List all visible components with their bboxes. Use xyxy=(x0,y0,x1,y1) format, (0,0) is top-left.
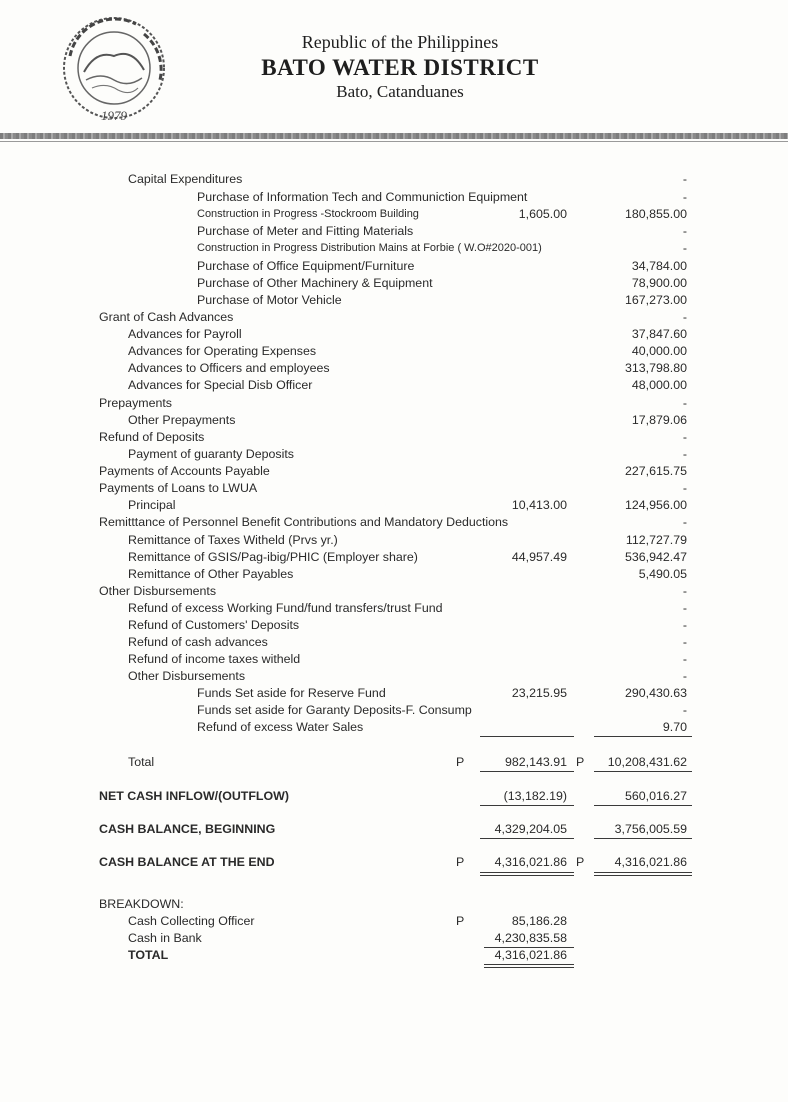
table-row: Advances to Officers and employees 313,798.80 xyxy=(128,361,687,375)
table-row: Refund of Deposits - xyxy=(99,430,687,444)
table-row: Refund of income taxes witheld - xyxy=(128,652,687,666)
table-row: Other Disbursements - xyxy=(128,669,687,683)
water-district-seal-icon xyxy=(56,10,172,126)
beginning-balance-row: CASH BALANCE, BEGINNING 4,329,204.05 3,756,005.59 xyxy=(99,822,687,836)
table-row: Advances for Operating Expenses 40,000.00 xyxy=(128,344,687,358)
breakdown-row: Cash in Bank 4,230,835.58 xyxy=(128,931,567,945)
republic-heading: Republic of the Philippines xyxy=(301,32,499,52)
net-cash-underline xyxy=(594,805,692,806)
breakdown-row: Cash Collecting Officer P 85,186.28 xyxy=(128,914,567,928)
svg-text:1979: 1979 xyxy=(101,108,127,123)
ending-double-underline xyxy=(594,875,692,876)
table-row: Advances for Payroll 37,847.60 xyxy=(128,327,687,341)
beginning-underline xyxy=(480,838,574,839)
table-row: Remittance of GSIS/Pag-ibig/PHIC (Employer share) 44,957.49 536,942.47 xyxy=(128,550,687,564)
table-row: Purchase of Office Equipment/Furniture 34,784.00 xyxy=(197,259,687,273)
table-row: Refund of cash advances - xyxy=(128,635,687,649)
table-row: Refund of excess Working Fund/fund transfers/trust Fund - xyxy=(128,601,687,615)
table-row: Remittance of Other Payables 5,490.05 xyxy=(128,567,687,581)
subtotal-rule xyxy=(480,736,574,737)
breakdown-double-underline xyxy=(484,964,574,965)
beginning-underline xyxy=(594,838,692,839)
total-underline xyxy=(480,771,574,772)
table-row: Purchase of Information Tech and Communiction Equipment - xyxy=(197,190,687,204)
table-row: Remitttance of Personnel Benefit Contributions and Mandatory Deductions - xyxy=(99,515,687,529)
table-row: Payment of guaranty Deposits - xyxy=(128,447,687,461)
table-row: Capital Expenditures - xyxy=(128,172,687,186)
table-row: Other Prepayments 17,879.06 xyxy=(128,413,687,427)
organization-name: BATO WATER DISTRICT xyxy=(261,55,539,80)
net-cash-underline xyxy=(480,805,574,806)
total-current: 982,143.91 xyxy=(504,755,567,769)
ending-double-underline xyxy=(594,872,692,873)
table-row: Grant of Cash Advances - xyxy=(99,310,687,324)
table-row: Remittance of Taxes Witheld (Prvs yr.) 112,727.79 xyxy=(128,533,687,547)
table-row: Construction in Progress Distribution Mains at Forbie ( W.O#2020-001) - xyxy=(197,241,687,255)
breakdown-total-row: TOTAL 4,316,021.86 xyxy=(128,948,567,962)
total-ytd: 10,208,431.62 xyxy=(607,755,687,769)
breakdown-heading: BREAKDOWN: xyxy=(99,897,184,911)
table-row: Purchase of Other Machinery & Equipment 78,900.00 xyxy=(197,276,687,290)
header-divider-thin xyxy=(0,141,788,142)
ending-balance-row: CASH BALANCE AT THE END P 4,316,021.86 P 4,316,021.86 xyxy=(99,855,687,869)
ending-double-underline xyxy=(480,875,574,876)
peso-sign: P xyxy=(456,914,465,928)
table-row: Other Disbursements - xyxy=(99,584,687,598)
table-row: Purchase of Motor Vehicle 167,273.00 xyxy=(197,293,687,307)
subtotal-rule xyxy=(594,736,692,737)
table-row: Funds set aside for Garanty Deposits-F. Consump - xyxy=(197,703,687,717)
peso-sign: P xyxy=(576,755,585,769)
table-row: Advances for Special Disb Officer 48,000.00 xyxy=(128,378,687,392)
peso-sign: P xyxy=(576,855,585,869)
peso-sign: P xyxy=(456,755,465,769)
table-row: Purchase of Meter and Fitting Materials - xyxy=(197,224,687,238)
table-row: Refund of Customers' Deposits - xyxy=(128,618,687,632)
breakdown-double-underline xyxy=(484,967,574,968)
header-divider xyxy=(0,133,788,139)
total-underline xyxy=(594,771,692,772)
table-row: Refund of excess Water Sales 9.70 xyxy=(197,720,687,734)
table-row: Payments of Accounts Payable 227,615.75 xyxy=(99,464,687,478)
table-row: Payments of Loans to LWUA - xyxy=(99,481,687,495)
table-row: Funds Set aside for Reserve Fund 23,215.95 290,430.63 xyxy=(197,686,687,700)
table-row: Construction in Progress -Stockroom Building 1,605.00 180,855.00 xyxy=(197,207,687,221)
peso-sign: P xyxy=(456,855,465,869)
organization-location: Bato, Catanduanes xyxy=(336,82,464,101)
total-row: Total P 982,143.91 P 10,208,431.62 xyxy=(128,755,687,769)
table-row: Principal 10,413.00 124,956.00 xyxy=(128,498,687,512)
net-cash-row: NET CASH INFLOW/(OUTFLOW) (13,182.19) 560,016.27 xyxy=(99,789,687,803)
ending-double-underline xyxy=(480,872,574,873)
table-row: Prepayments - xyxy=(99,396,687,410)
